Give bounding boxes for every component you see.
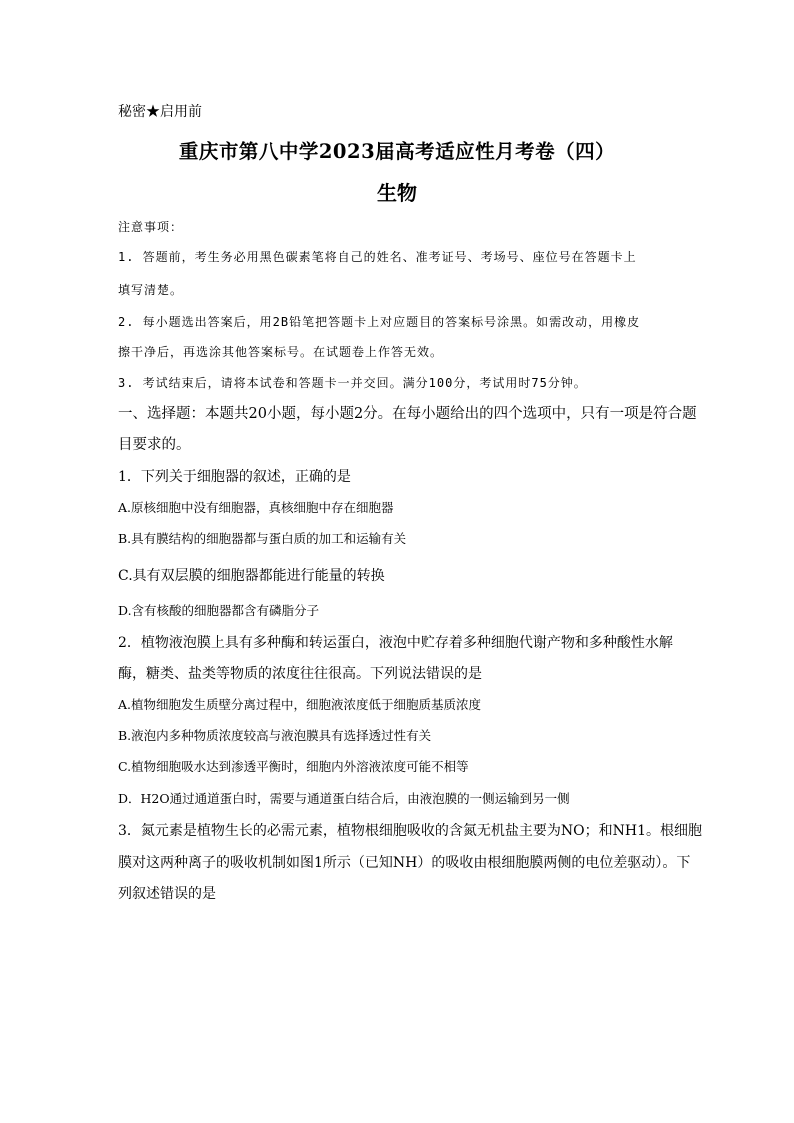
notice-item: 1. 答题前，考生务必用黑色碳素笔将自己的姓名、准考证号、考场号、座位号在答题卡上 [118, 250, 637, 264]
question-2-option-d: D．H2O通过通道蛋白时，需要与通道蛋白结合后，由液泡膜的一侧运输到另一侧 [118, 791, 570, 806]
section-heading: 一、选择题：本题共20小题，每小题2分。在每小题给出的四个选项中，只有一项是符合题 [118, 406, 697, 422]
subject-title: 生物 [377, 181, 417, 205]
secret-label: 秘密★启用前 [118, 104, 202, 120]
notice-item: 3. 考试结束后，请将本试卷和答题卡一并交回。满分100分，考试用时75分钟。 [118, 376, 587, 390]
question-1-option-a: A.原核细胞中没有细胞器，真核细胞中存在细胞器 [118, 500, 394, 515]
question-1-stem: 1．下列关于细胞器的叙述，正确的是 [118, 469, 351, 485]
question-3-stem: 3．氮元素是植物生长的必需元素，植物根细胞吸收的含氮无机盐主要为NO；和NH1。根细胞 [118, 823, 702, 839]
question-2-stem-cont: 酶，糖类、盐类等物质的浓度往往很高。下列说法错误的是 [118, 666, 482, 682]
section-heading-cont: 目要求的。 [118, 437, 191, 453]
question-3-stem-cont: 膜对这两种离子的吸收机制如图1所示（已知NH）的吸收由根细胞膜两侧的电位差驱动）。下 [118, 855, 691, 871]
question-1-option-b: B.具有膜结构的细胞器都与蛋白质的加工和运输有关 [118, 531, 407, 546]
question-2-stem: 2．植物液泡膜上具有多种酶和转运蛋白，液泡中贮存着多种细胞代谢产物和多种酸性水解 [118, 635, 673, 651]
question-2-option-c: C.植物细胞吸水达到渗透平衡时，细胞内外溶液浓度可能不相等 [118, 759, 469, 774]
question-1-option-c: C.具有双层膜的细胞器都能进行能量的转换 [118, 568, 385, 584]
notice-item: 擦干净后，再选涂其他答案标号。在试题卷上作答无效。 [118, 345, 444, 359]
notice-item: 填写清楚。 [118, 283, 184, 297]
question-2-option-a: A.植物细胞发生质壁分离过程中，细胞液浓度低于细胞质基质浓度 [118, 697, 482, 712]
question-2-option-b: B.液泡内多种物质浓度较高与液泡膜具有选择透过性有关 [118, 728, 432, 743]
question-3-stem-end: 列叙述错误的是 [118, 886, 216, 902]
notice-heading: 注意事项： [118, 220, 184, 234]
notice-item: 2. 每小题选出答案后，用2B铅笔把答题卡上对应题目的答案标号涂黑。如需改动，用橡皮 [118, 315, 641, 329]
exam-title: 重庆市第八中学2023届高考适应性月考卷（四） [178, 140, 616, 163]
question-1-option-d: D.含有核酸的细胞器都含有磷脂分子 [118, 603, 320, 618]
